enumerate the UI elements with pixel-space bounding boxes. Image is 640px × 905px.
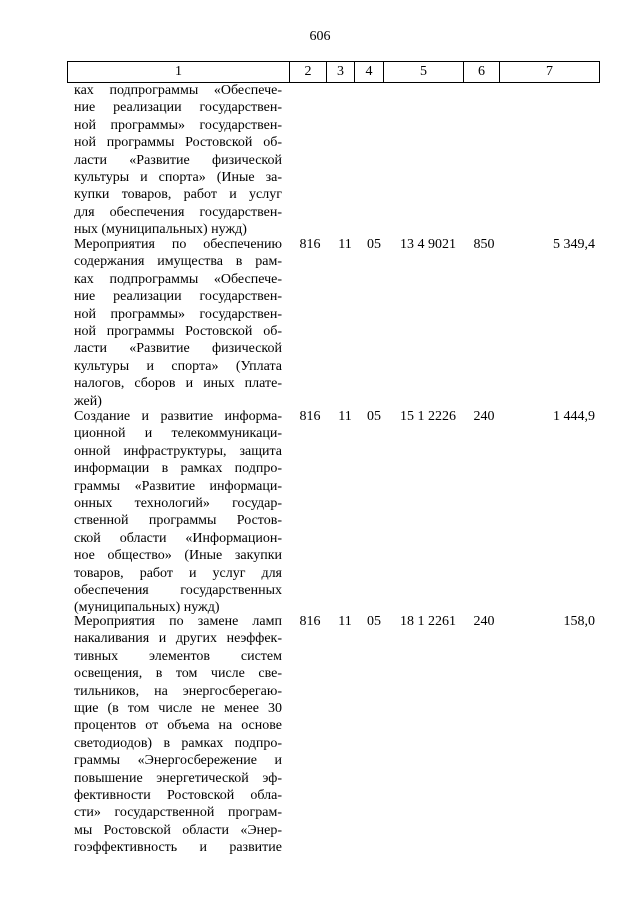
row-0-line: ной программы Ростовской об- bbox=[74, 135, 282, 151]
header-col-6: 6 bbox=[464, 62, 500, 83]
row-3-col-3: 11 bbox=[338, 614, 352, 629]
row-3-line: тивных элементов систем bbox=[74, 648, 282, 664]
page-number: 606 bbox=[309, 29, 331, 44]
row-3-line: гоэффективность и развитие bbox=[74, 840, 282, 856]
row-2-col-2: 816 bbox=[299, 409, 321, 424]
row-2-col-4: 05 bbox=[367, 409, 381, 424]
row-1-col-2: 816 bbox=[299, 237, 321, 252]
row-3-line: освещения, в том числе све- bbox=[74, 666, 282, 682]
row-2-line: товаров, работ и услуг для bbox=[74, 565, 282, 581]
row-0-line: ных (муниципальных) нужд) bbox=[74, 222, 247, 238]
row-3-description bbox=[74, 613, 282, 856]
row-1-col-4: 05 bbox=[367, 237, 381, 252]
row-3-line: сти» государственной програм- bbox=[74, 805, 282, 821]
row-1-col-6: 850 bbox=[473, 237, 495, 252]
row-1-line: налогов, сборов и иных плате- bbox=[74, 376, 282, 392]
row-1-col-7: 5 349,4 bbox=[553, 237, 595, 252]
row-0-line: ние реализации государствен- bbox=[74, 100, 282, 116]
row-1-line: содержания имущества в рам- bbox=[74, 254, 282, 270]
header-col-7: 7 bbox=[500, 62, 600, 83]
row-3-col-7: 158,0 bbox=[563, 614, 595, 629]
row-0-line: ной программы» государствен- bbox=[74, 117, 282, 133]
row-1-col-3: 11 bbox=[338, 237, 352, 252]
row-2-line: ственной программы Ростов- bbox=[74, 513, 282, 529]
header-col-2: 2 bbox=[290, 62, 327, 83]
header-col-3: 3 bbox=[327, 62, 355, 83]
header-col-1: 1 bbox=[68, 62, 290, 83]
row-3-line: Мероприятия по замене ламп bbox=[74, 614, 282, 629]
row-1-line: ной программы Ростовской об- bbox=[74, 323, 282, 339]
row-0-line: для обеспечения государствен- bbox=[74, 204, 282, 220]
row-0-line: ках подпрограммы «Обеспече- bbox=[74, 83, 282, 98]
table-header bbox=[67, 61, 600, 83]
row-2-line: онных технологий» государ- bbox=[74, 495, 282, 511]
row-2-line: ционной и телекоммуникаци- bbox=[74, 426, 282, 442]
header-col-4: 4 bbox=[355, 62, 384, 83]
row-3-col-2: 816 bbox=[299, 614, 321, 629]
row-2-line: онной инфраструктуры, защита bbox=[74, 443, 282, 459]
row-3-col-4: 05 bbox=[367, 614, 381, 629]
row-3-line: процентов от объема на основе bbox=[74, 718, 282, 734]
row-1-description bbox=[74, 236, 282, 410]
row-0-line: ласти «Развитие физической bbox=[74, 152, 282, 168]
row-2-line: ской области «Информацион- bbox=[74, 530, 282, 546]
row-3-col-5: 18 1 2261 bbox=[400, 614, 456, 629]
row-2-line: информации в рамках подпро- bbox=[74, 461, 282, 477]
row-1-line: жей) bbox=[74, 393, 102, 409]
row-3-line: светодиодов) в рамках подпро- bbox=[74, 735, 282, 751]
row-0-line: культуры и спорта» (Иные за- bbox=[74, 169, 282, 185]
row-3-line: мы Ростовской области «Энер- bbox=[74, 822, 282, 838]
row-0-description bbox=[74, 82, 282, 239]
row-1-line: ной программы» государствен- bbox=[74, 306, 282, 322]
row-1-line: Мероприятия по обеспечению bbox=[74, 237, 282, 252]
row-1-line: культуры и спорта» (Уплата bbox=[74, 358, 282, 374]
row-2-col-3: 11 bbox=[338, 409, 352, 424]
row-1-line: ках подпрограммы «Обеспече- bbox=[74, 271, 282, 287]
row-0-line: купки товаров, работ и услуг bbox=[74, 187, 282, 203]
row-3-line: граммы «Энергосбережение и bbox=[74, 753, 282, 769]
row-2-col-6: 240 bbox=[473, 409, 495, 424]
row-2-line: Создание и развитие информа- bbox=[74, 409, 282, 424]
header-row bbox=[68, 62, 600, 83]
header-col-5: 5 bbox=[384, 62, 464, 83]
row-2-description bbox=[74, 408, 282, 617]
row-2-line: обеспечения государственных bbox=[74, 582, 282, 598]
row-2-line: граммы «Развитие информаци- bbox=[74, 478, 282, 494]
row-1-line: ние реализации государствен- bbox=[74, 289, 282, 305]
row-3-line: накаливания и других неэффек- bbox=[74, 631, 282, 647]
row-3-line: повышение энергетической эф- bbox=[74, 770, 282, 786]
row-2-line: (муниципальных) нужд) bbox=[74, 600, 220, 616]
row-1-line: ласти «Развитие физической bbox=[74, 341, 282, 357]
row-3-line: фективности Ростовской обла- bbox=[74, 787, 282, 803]
row-2-col-5: 15 1 2226 bbox=[400, 409, 456, 424]
row-2-col-7: 1 444,9 bbox=[553, 409, 595, 424]
row-3-line: тильников, на энергосберегаю- bbox=[74, 683, 282, 699]
row-2-line: ное общество» (Иные закупки bbox=[74, 548, 282, 564]
row-3-col-6: 240 bbox=[473, 614, 495, 629]
row-1-col-5: 13 4 9021 bbox=[400, 237, 456, 252]
row-3-line: щие (в том числе не менее 30 bbox=[74, 700, 282, 716]
